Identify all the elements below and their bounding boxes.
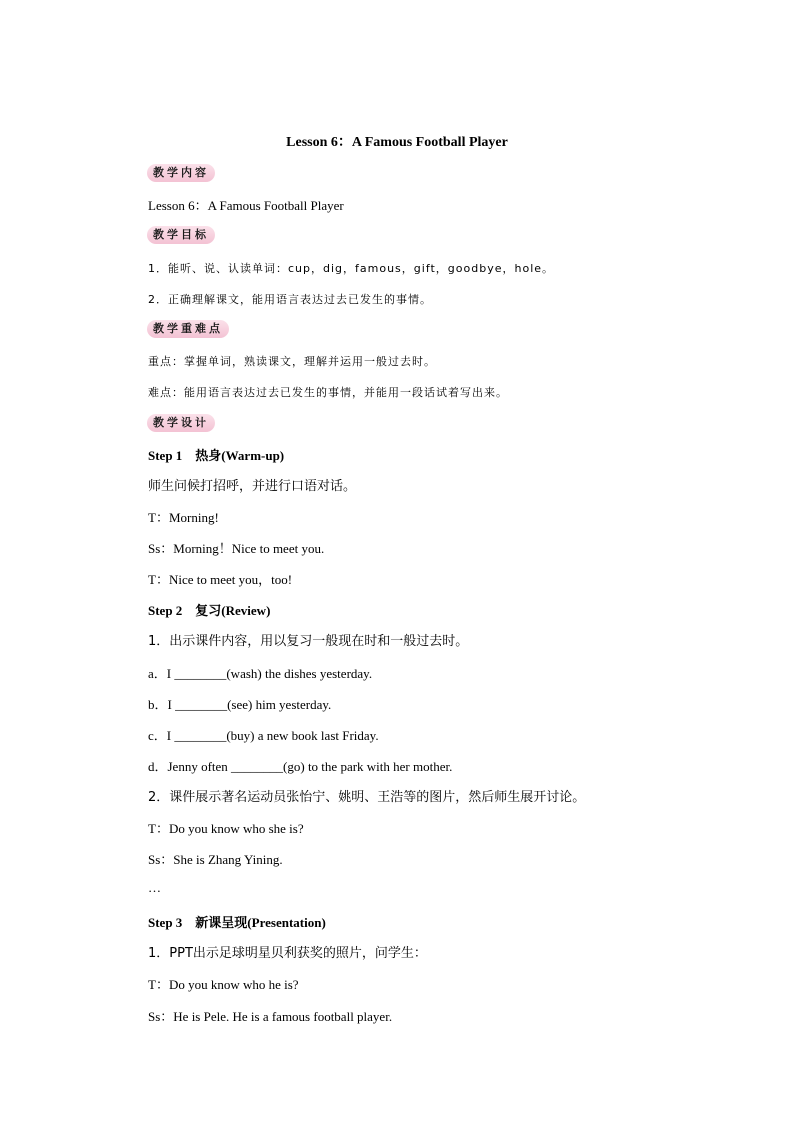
exercise-item: c．I ________(buy) a new book last Friday. [148,728,379,743]
step1-heading: Step 1 热身(Warm-up) [148,448,285,463]
dialogue-line: T：Do you know who she is? [148,821,304,836]
step2-intro: 1．出示课件内容，用以复习一般现在时和一般过去时。 [148,634,469,649]
dialogue-line: Ss：She is Zhang Yining. [148,852,283,867]
section-badge-key-points: 教学重难点 [147,320,229,338]
dialogue-line: Ss：Morning！Nice to meet you. [148,541,325,556]
step2-intro-2: 2．课件展示著名运动员张怡宁、姚明、王浩等的图片，然后师生展开讨论。 [148,790,586,805]
document-title: Lesson 6：A Famous Football Player [286,135,508,150]
dialogue-line: Ss：He is Pele. He is a famous football player. [148,1009,393,1024]
dialogue-line: T：Morning! [148,510,219,525]
key-point: 重点：掌握单词，熟读课文，理解并运用一般过去时。 [148,355,436,368]
goal-item-1: 1．能听、说、认读单词：cup，dig，famous，gift，goodbye，hole。 [148,262,555,275]
content-line: Lesson 6：A Famous Football Player [148,198,344,213]
exercise-item: a．I ________(wash) the dishes yesterday. [148,666,373,681]
step2-heading: Step 2 复习(Review) [148,603,271,618]
step3-heading: Step 3 新课呈现(Presentation) [148,915,326,930]
step1-intro: 师生问候打招呼，并进行口语对话。 [148,479,357,494]
dialogue-line: T：Do you know who he is? [148,977,299,992]
section-badge-content: 教学内容 [147,164,215,182]
dialogue-line: T：Nice to meet you，too! [148,572,293,587]
difficult-point: 难点：能用语言表达过去已发生的事情，并能用一段话试着写出来。 [148,386,508,399]
exercise-item: d．Jenny often ________(go) to the park with her mother. [148,759,453,774]
step3-intro: 1．PPT出示足球明星贝利获奖的照片，问学生： [148,946,427,961]
goal-item-2: 2．正确理解课文，能用语言表达过去已发生的事情。 [148,293,432,306]
section-badge-design: 教学设计 [147,414,215,432]
section-badge-goals: 教学目标 [147,226,215,244]
ellipsis: … [148,880,161,895]
exercise-item: b．I ________(see) him yesterday. [148,697,332,712]
